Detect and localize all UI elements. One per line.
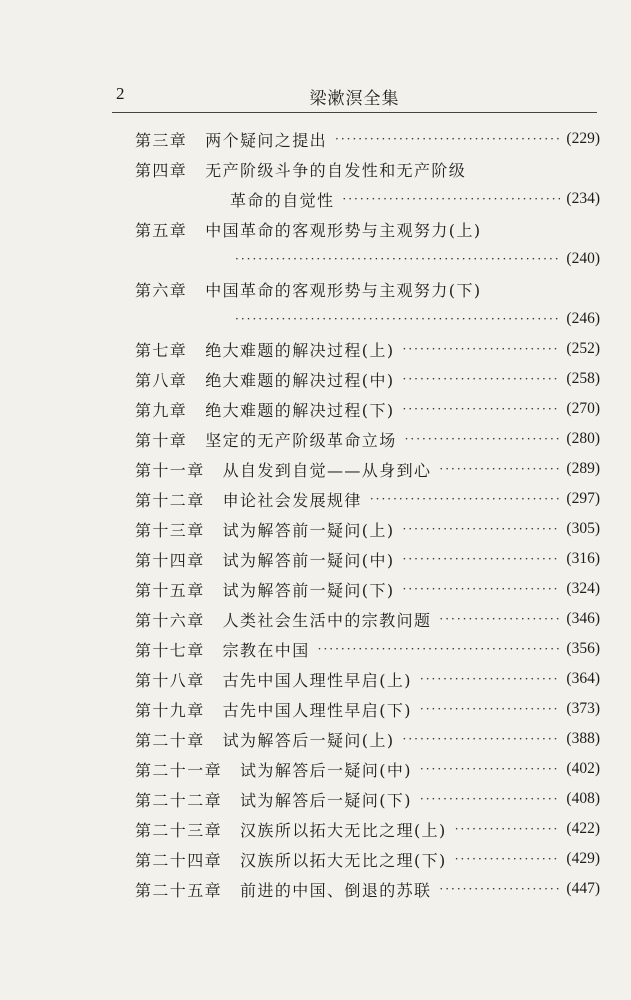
chapter-label: 第十三章 xyxy=(135,520,205,540)
page-ref: (305) xyxy=(566,520,600,537)
chapter-title: 申论社会发展规律 xyxy=(222,490,362,510)
chapter-title: 无产阶级斗争的自发性和无产阶级 xyxy=(205,160,467,180)
chapter-title-continued: 革命的自觉性 xyxy=(230,190,335,210)
page-ref: (447) xyxy=(566,880,600,897)
running-header xyxy=(112,82,597,113)
page-ref: (373) xyxy=(566,700,600,717)
chapter-label: 第十八章 xyxy=(135,670,205,690)
chapter-title: 中国革命的客观形势与主观努力(下) xyxy=(205,280,482,300)
toc-entry xyxy=(135,574,600,604)
dot-leader xyxy=(318,642,561,656)
chapter-title: 试为解答后一疑问(下) xyxy=(240,790,412,810)
book-title: 梁漱溟全集 xyxy=(309,89,400,109)
dot-leader xyxy=(420,702,561,716)
page-ref: (316) xyxy=(566,550,600,567)
dot-leader xyxy=(335,132,560,146)
chapter-title: 坚定的无产阶级革命立场 xyxy=(205,430,397,450)
chapter-label: 第十章 xyxy=(135,430,188,450)
toc-entry xyxy=(135,784,600,814)
page-ref: (364) xyxy=(566,670,600,687)
dot-leader xyxy=(403,402,561,416)
chapter-label: 第八章 xyxy=(135,370,188,390)
chapter-label: 第十二章 xyxy=(135,490,205,510)
chapter-title: 古先中国人理性早启(下) xyxy=(222,700,412,720)
chapter-label: 第七章 xyxy=(135,340,188,360)
dot-leader xyxy=(455,852,561,866)
chapter-label: 第三章 xyxy=(135,130,188,150)
chapter-title: 试为解答后一疑问(上) xyxy=(222,730,395,750)
toc-entry xyxy=(135,814,600,844)
dot-leader xyxy=(420,792,561,806)
toc-entry xyxy=(135,424,600,454)
page-ref: (240) xyxy=(566,250,600,267)
toc-entry xyxy=(135,394,600,424)
page-ref: (346) xyxy=(566,610,600,627)
dot-leader xyxy=(370,492,561,506)
chapter-title: 试为解答前一疑问(下) xyxy=(222,580,395,600)
page-ref: (246) xyxy=(566,310,600,327)
page-ref: (422) xyxy=(566,820,600,837)
toc-entry xyxy=(135,124,600,154)
chapter-title: 试为解答后一疑问(中) xyxy=(240,760,412,780)
dot-leader xyxy=(420,762,561,776)
dot-leader xyxy=(439,462,560,476)
page-ref: (356) xyxy=(566,640,600,657)
chapter-label: 第二十章 xyxy=(135,730,205,750)
chapter-title: 绝大难题的解决过程(下) xyxy=(205,400,395,420)
chapter-label: 第十五章 xyxy=(135,580,205,600)
chapter-label: 第十六章 xyxy=(135,610,205,630)
chapter-label: 第十七章 xyxy=(135,640,205,660)
toc-entry xyxy=(135,334,600,364)
chapter-title: 前进的中国、倒退的苏联 xyxy=(240,880,432,900)
dot-leader xyxy=(235,252,560,266)
toc-entry xyxy=(135,214,600,274)
toc-entry xyxy=(135,844,600,874)
toc-entry xyxy=(135,364,600,394)
dot-leader xyxy=(403,732,561,746)
dot-leader xyxy=(420,672,561,686)
toc-entry xyxy=(135,454,600,484)
toc-entry xyxy=(135,154,600,214)
chapter-label: 第十九章 xyxy=(135,700,205,720)
chapter-title: 汉族所以拓大无比之理(上) xyxy=(240,820,447,840)
dot-leader xyxy=(403,342,561,356)
chapter-title: 绝大难题的解决过程(上) xyxy=(205,340,395,360)
toc-entry xyxy=(135,514,600,544)
dot-leader xyxy=(403,522,561,536)
toc-entry xyxy=(135,754,600,784)
chapter-label: 第十一章 xyxy=(135,460,205,480)
chapter-title: 汉族所以拓大无比之理(下) xyxy=(240,850,447,870)
chapter-title: 试为解答前一疑问(中) xyxy=(222,550,395,570)
chapter-label: 第四章 xyxy=(135,160,188,180)
chapter-title: 古先中国人理性早启(上) xyxy=(222,670,412,690)
toc-entry xyxy=(135,664,600,694)
chapter-title: 中国革命的客观形势与主观努力(上) xyxy=(205,220,482,240)
dot-leader xyxy=(403,372,561,386)
chapter-title: 绝大难题的解决过程(中) xyxy=(205,370,395,390)
page-ref: (252) xyxy=(566,340,600,357)
chapter-label: 第二十二章 xyxy=(135,790,223,810)
dot-leader xyxy=(405,432,561,446)
page-ref: (297) xyxy=(566,490,600,507)
page-ref: (280) xyxy=(566,430,600,447)
toc-entry xyxy=(135,484,600,514)
page-ref: (402) xyxy=(566,760,600,777)
toc-entry xyxy=(135,274,600,334)
dot-leader xyxy=(342,192,560,206)
chapter-title: 人类社会生活中的宗教问题 xyxy=(222,610,432,630)
page-ref: (234) xyxy=(566,190,600,207)
dot-leader xyxy=(235,312,560,326)
toc-entry xyxy=(135,874,600,904)
chapter-label: 第二十四章 xyxy=(135,850,223,870)
chapter-label: 第十四章 xyxy=(135,550,205,570)
toc-entry xyxy=(135,694,600,724)
chapter-title: 两个疑问之提出 xyxy=(205,130,328,150)
dot-leader xyxy=(439,612,560,626)
page-ref: (388) xyxy=(566,730,600,747)
chapter-title: 宗教在中国 xyxy=(222,640,310,660)
page-ref: (429) xyxy=(566,850,600,867)
chapter-label: 第二十五章 xyxy=(135,880,223,900)
chapter-label: 第二十一章 xyxy=(135,760,223,780)
table-of-contents xyxy=(135,124,600,904)
page-ref: (229) xyxy=(566,130,600,147)
chapter-title: 从自发到自觉——从身到心 xyxy=(222,460,432,480)
chapter-title: 试为解答前一疑问(上) xyxy=(222,520,395,540)
chapter-label: 第五章 xyxy=(135,220,188,240)
page-ref: (324) xyxy=(566,580,600,597)
page-ref: (289) xyxy=(566,460,600,477)
page-ref: (270) xyxy=(566,400,600,417)
toc-entry xyxy=(135,604,600,634)
page-ref: (408) xyxy=(566,790,600,807)
chapter-label: 第九章 xyxy=(135,400,188,420)
toc-entry xyxy=(135,634,600,664)
dot-leader xyxy=(403,582,561,596)
chapter-label: 第二十三章 xyxy=(135,820,223,840)
page-number: 2 xyxy=(116,84,125,103)
toc-entry xyxy=(135,544,600,574)
dot-leader xyxy=(455,822,561,836)
dot-leader xyxy=(403,552,561,566)
dot-leader xyxy=(439,882,560,896)
chapter-label: 第六章 xyxy=(135,280,188,300)
toc-entry xyxy=(135,724,600,754)
page-ref: (258) xyxy=(566,370,600,387)
